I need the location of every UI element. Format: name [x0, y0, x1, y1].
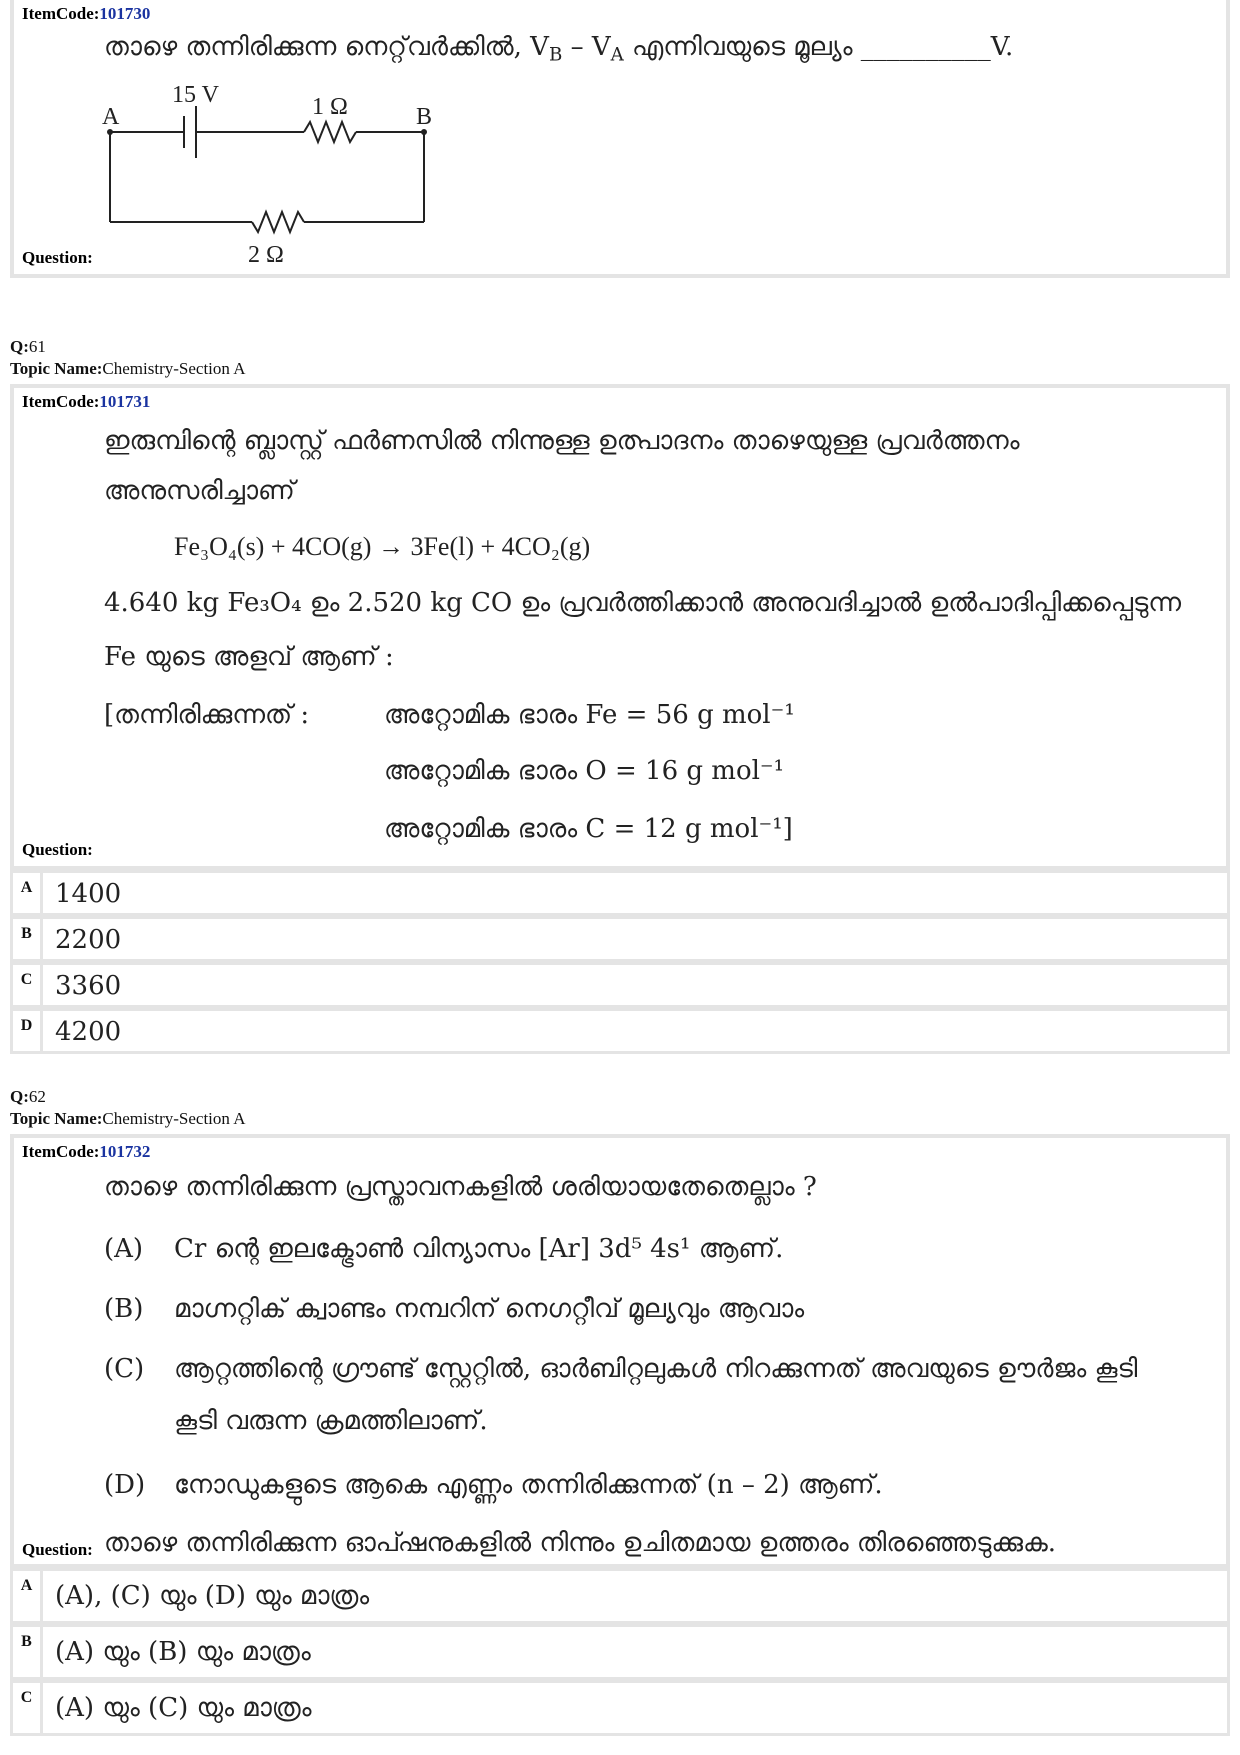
- option-letter: B: [13, 919, 43, 959]
- option-letter: D: [13, 1011, 43, 1051]
- node-a-label: A: [102, 104, 120, 130]
- stem-line-1: ഇരുമ്പിന്റെ ബ്ലാസ്റ്റ് ഫർണസിൽ നിന്നുള്ള ഉത്പാദനം താഴെയുള്ള പ്രവർത്തനം: [104, 426, 1020, 456]
- statement-c-tag: (C): [104, 1354, 145, 1384]
- statement-d-tag: (D): [104, 1470, 146, 1500]
- given-c: അറ്റോമിക ഭാരം C = 12 g mol⁻¹]: [384, 814, 793, 844]
- option-value: (A) യും (B) യും മാത്രം: [55, 1637, 311, 1667]
- statement-b: മാഗ്നറ്റിക് ക്വാണ്ടം നമ്പറിന് നെഗറ്റീവ് മൂല്യവും ആവാം: [174, 1294, 805, 1324]
- statement-a-tag: (A): [104, 1234, 144, 1264]
- question-stem: താഴെ തന്നിരിക്കുന്ന നെറ്റ്‌വർക്കിൽ, $V_B - V_A$ എന്നിവയുടെ മൂല്യം __________V.: [104, 32, 1014, 66]
- option-letter: A: [13, 873, 43, 913]
- resistor-2-label: 2 Ω: [248, 242, 284, 268]
- given-fe: അറ്റോമിക ഭാരം Fe = 56 g mol⁻¹: [384, 700, 795, 730]
- stem-line-2: അനുസരിച്ചാണ്: [104, 476, 295, 506]
- question-header-61: Q:61 Topic Name:Chemistry-Section A: [10, 337, 246, 378]
- option-value: 4200: [55, 1017, 122, 1047]
- option-value: 2200: [55, 925, 122, 955]
- question-label: Question:: [22, 1540, 93, 1559]
- stem-line-4: Fe യുടെ അളവ് ആണ് :: [104, 642, 394, 672]
- statement-a: Cr ന്റെ ഇലക്ട്രോൺ വിന്യാസം [Ar] 3d⁵ 4s¹ ആണ്.: [174, 1234, 784, 1264]
- battery-label: 15 V: [172, 82, 219, 108]
- option-d[interactable]: [10, 1008, 1230, 1054]
- circuit-diagram: [94, 76, 514, 276]
- question-label: Question:: [22, 248, 93, 267]
- option-b[interactable]: [10, 1624, 1230, 1680]
- option-c[interactable]: [10, 962, 1230, 1008]
- statement-c-line-2: കൂടി വരുന്ന ക്രമത്തിലാണ്.: [174, 1406, 488, 1436]
- stem-line-3: 4.640 kg Fe₃O₄ ഉം 2.520 kg CO ഉം പ്രവർത്തിക്കാൻ അനുവദിച്ചാൽ ഉൽപാദിപ്പിക്കപ്പെടുന്ന: [104, 588, 1182, 618]
- option-value: (A), (C) യും (D) യും മാത്രം: [55, 1581, 370, 1611]
- question-card-61: [10, 384, 1230, 870]
- statement-c-line-1: ആറ്റത്തിന്റെ ഗ്രൗണ്ട് സ്റ്റേറ്റിൽ, ഓർബിറ്റലുകൾ നിറക്കുന്നത് അവയുടെ ഊർജം കൂടി: [174, 1354, 1138, 1384]
- option-letter: C: [13, 965, 43, 1005]
- question-card-62: [10, 1134, 1230, 1568]
- question-label: Question:: [22, 840, 93, 859]
- option-letter: C: [13, 1683, 43, 1733]
- resistor-1-label: 1 Ω: [312, 94, 348, 120]
- option-c[interactable]: [10, 1680, 1230, 1736]
- given-o: അറ്റോമിക ഭാരം O = 16 g mol⁻¹: [384, 756, 785, 786]
- statement-b-tag: (B): [104, 1294, 144, 1324]
- item-code: ItemCode:101730: [22, 4, 151, 23]
- given-label: [തന്നിരിക്കുന്നത് :: [104, 700, 310, 730]
- option-a[interactable]: [10, 870, 1230, 916]
- question-card-60: [10, 0, 1230, 278]
- option-value: 1400: [55, 879, 122, 909]
- instruction: താഴെ തന്നിരിക്കുന്ന ഓപ്ഷനുകളിൽ നിന്നും ഉചിതമായ ഉത്തരം തിരഞ്ഞെടുക്കുക.: [104, 1528, 1057, 1558]
- reaction-equation: Fe₃O₄(s) + 4CO(g) → 3Fe(l) + 4CO₂(g): [174, 532, 591, 561]
- node-b-label: B: [416, 104, 433, 130]
- option-b[interactable]: [10, 916, 1230, 962]
- option-a[interactable]: [10, 1568, 1230, 1624]
- option-value: 3360: [55, 971, 122, 1001]
- statement-d: നോഡുകളുടെ ആകെ എണ്ണം തന്നിരിക്കുന്നത് (n – 2) ആണ്.: [174, 1470, 883, 1500]
- item-code: ItemCode:101731: [22, 392, 151, 411]
- option-value: (A) യും (C) യും മാത്രം: [55, 1693, 312, 1723]
- option-letter: B: [13, 1627, 43, 1677]
- question-header-62: Q:62 Topic Name:Chemistry-Section A: [10, 1087, 246, 1128]
- option-letter: A: [13, 1571, 43, 1621]
- stem-line-1: താഴെ തന്നിരിക്കുന്ന പ്രസ്താവനകളിൽ ശരിയായതേതെല്ലാം ?: [104, 1172, 817, 1202]
- item-code: ItemCode:101732: [22, 1142, 151, 1161]
